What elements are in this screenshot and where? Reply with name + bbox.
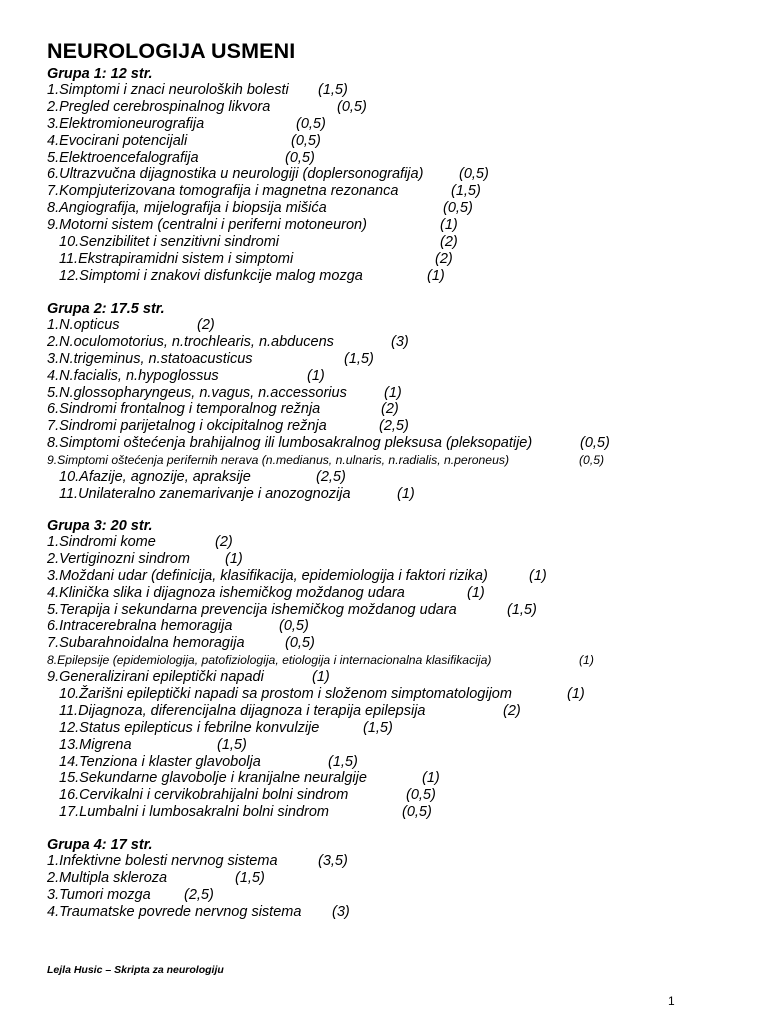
list-item (47, 870, 747, 887)
group-heading: Grupa 2: 17.5 str. (47, 301, 165, 317)
list-item (47, 351, 747, 368)
item-text: 10.Afazije, agnozije, apraksije (59, 469, 251, 486)
item-value: (1,5) (217, 736, 247, 753)
item-text: 14.Tenziona i klaster glavobolja (59, 753, 261, 770)
item-text: 8.Epilepsije (epidemiologija, patofiziologija, etiologija i internacionalna klasifikacija) (47, 653, 492, 668)
item-text: 8.Simptomi oštećenja brahijalnog ili lumbosakralnog pleksusa (pleksopatije) (47, 435, 533, 452)
group-3 (47, 518, 747, 821)
list-item (47, 635, 747, 652)
list-item (47, 652, 747, 669)
list-item (47, 568, 747, 585)
item-value: (0,5) (402, 804, 432, 821)
item-value: (0,5) (443, 200, 473, 217)
list-item (47, 82, 747, 99)
group-1 (47, 66, 747, 285)
page-footer: Lejla Husic – Skripta za neurologiju (47, 964, 224, 976)
list-item (47, 317, 747, 334)
item-text: 9.Motorni sistem (centralni i periferni motoneuron) (47, 217, 367, 234)
item-value: (0,5) (279, 618, 309, 635)
item-text: 1.N.opticus (47, 317, 120, 333)
page-title: NEUROLOGIJA USMENI (47, 39, 296, 63)
item-value: (3,5) (318, 853, 348, 869)
item-text: 2.Vertiginozni sindrom (47, 550, 190, 567)
item-value: (0,5) (285, 635, 315, 652)
item-text: 5.N.glossopharyngeus, n.vagus, n.accessorius (47, 384, 347, 401)
item-text: 9.Generalizirani epileptički napadi (47, 669, 264, 686)
item-text: 2.Pregled cerebrospinalnog likvora (47, 98, 271, 115)
item-value: (0,5) (296, 115, 326, 132)
item-text: 5.Terapija i sekundarna prevencija ishemičkog moždanog udara (47, 601, 457, 618)
item-value: (1,5) (344, 350, 374, 367)
item-value: (2,5) (184, 886, 214, 903)
list-item (47, 452, 747, 469)
item-value: (3) (391, 333, 409, 350)
list-item (47, 435, 747, 452)
item-value: (2,5) (316, 469, 346, 486)
list-item (47, 99, 747, 116)
item-value: (1) (427, 267, 445, 284)
item-value: (1) (397, 485, 415, 502)
list-item (47, 183, 747, 200)
item-text: 15.Sekundarne glavobolje i kranijalne neuralgije (59, 770, 367, 787)
item-text: 4.Evocirani potencijali (47, 132, 188, 149)
item-value: (2) (503, 702, 521, 719)
list-item (47, 334, 747, 351)
item-value: (1) (440, 217, 458, 234)
list-item (47, 217, 747, 234)
list-item (47, 737, 747, 754)
list-item (47, 150, 747, 167)
list-item (47, 770, 747, 787)
list-item (47, 234, 747, 251)
group-heading: Grupa 3: 20 str. (47, 518, 153, 534)
list-item (47, 401, 747, 418)
group-4 (47, 837, 747, 921)
group-heading: Grupa 4: 17 str. (47, 837, 153, 853)
item-text: 10.Senzibilitet i senzitivni sindromi (59, 234, 280, 251)
item-value: (1,5) (451, 183, 481, 200)
item-value: (1,5) (328, 753, 358, 770)
item-text: 4.Klinička slika i dijagnoza ishemičkog moždanog udara (47, 584, 405, 601)
item-value: (1,5) (507, 601, 537, 618)
item-text: 17.Lumbalni i lumbosakralni bolni sindrom (59, 804, 329, 821)
item-value: (0,5) (337, 98, 367, 115)
item-value: (2) (215, 534, 233, 550)
item-text: 5.Elektroencefalografija (47, 149, 199, 166)
item-value: (0,5) (579, 453, 605, 468)
list-item (47, 385, 747, 402)
list-item (47, 618, 747, 635)
item-value: (1,5) (235, 869, 265, 886)
list-item (47, 669, 747, 686)
item-value: (1) (422, 770, 440, 787)
item-text: 10.Žarišni epileptički napadi sa prostom i složenom simptomatologijom (59, 686, 512, 703)
item-text: 3.Tumori mozga (47, 886, 151, 903)
item-value: (1) (384, 384, 402, 401)
item-text: 1.Sindromi kome (47, 534, 156, 550)
item-text: 11.Dijagnoza, diferencijalna dijagnoza i terapija epilepsija (59, 702, 426, 719)
item-text: 7.Sindromi parijetalnog i okcipitalnog režnja (47, 418, 327, 435)
list-item (47, 602, 747, 619)
item-text: 1.Infektivne bolesti nervnog sistema (47, 853, 278, 869)
group-heading: Grupa 1: 12 str. (47, 66, 153, 82)
list-item (47, 534, 747, 551)
item-text: 8.Angiografija, mijelografija i biopsija mišića (47, 200, 327, 217)
list-item (47, 585, 747, 602)
list-item (47, 469, 747, 486)
item-value: (2) (381, 401, 399, 418)
item-value: (3) (332, 903, 350, 920)
item-text: 2.Multipla skleroza (47, 869, 168, 886)
list-item (47, 251, 747, 268)
item-text: 12.Simptomi i znakovi disfunkcije malog mozga (59, 267, 363, 284)
item-value: (1,5) (363, 719, 393, 736)
item-value: (1) (579, 653, 594, 668)
list-item (47, 787, 747, 804)
list-item (47, 166, 747, 183)
item-text: 4.Traumatske povrede nervnog sistema (47, 903, 302, 920)
item-text: 11.Ekstrapiramidni sistem i simptomi (59, 250, 294, 267)
item-text: 16.Cervikalni i cervikobrahijalni bolni sindrom (59, 787, 349, 804)
item-value: (2) (197, 317, 215, 333)
item-text: 6.Intracerebralna hemoragija (47, 618, 233, 635)
item-text: 1.Simptomi i znaci neuroloških bolesti (47, 82, 289, 98)
item-value: (0,5) (285, 149, 315, 166)
list-item (47, 116, 747, 133)
item-value: (1) (467, 584, 485, 601)
list-item (47, 804, 747, 821)
item-value: (0,5) (291, 132, 321, 149)
item-text: 3.Moždani udar (definicija, klasifikacija, epidemiologija i faktori rizika) (47, 567, 488, 584)
item-text: 7.Kompjuterizovana tomografija i magnetna rezonanca (47, 183, 399, 200)
item-value: (1,5) (318, 82, 348, 98)
list-item (47, 853, 747, 870)
list-item (47, 368, 747, 385)
item-text: 3.Elektromioneurografija (47, 115, 205, 132)
list-item (47, 200, 747, 217)
list-item (47, 720, 747, 737)
page-number: 1 (668, 994, 675, 1008)
item-value: (2) (440, 234, 458, 251)
list-item (47, 703, 747, 720)
item-value: (0,5) (459, 166, 489, 183)
item-value: (1) (529, 567, 547, 584)
item-value: (0,5) (406, 787, 436, 804)
item-value: (1) (225, 550, 243, 567)
list-item (47, 486, 747, 503)
item-text: 12.Status epilepticus i febrilne konvulzije (59, 719, 320, 736)
item-value: (2) (435, 250, 453, 267)
item-text: 9.Simptomi oštećenja perifernih nerava (n.medianus, n.ulnaris, n.radialis, n.peroneus) (47, 453, 510, 468)
item-text: 6.Ultrazvučna dijagnostika u neurologiji (doplersonografija) (47, 166, 424, 183)
list-item (47, 904, 747, 921)
group-2 (47, 301, 747, 503)
item-value: (1) (312, 669, 330, 686)
item-value: (1) (307, 367, 325, 384)
list-item (47, 268, 747, 285)
item-text: 2.N.oculomotorius, n.trochlearis, n.abducens (47, 333, 334, 350)
item-text: 6.Sindromi frontalnog i temporalnog režnja (47, 401, 321, 418)
item-text: 11.Unilateralno zanemarivanje i anozognozija (59, 485, 351, 502)
item-text: 7.Subarahnoidalna hemoragija (47, 635, 245, 652)
list-item (47, 686, 747, 703)
list-item (47, 551, 747, 568)
item-value: (2,5) (379, 418, 409, 435)
item-text: 4.N.facialis, n.hypoglossus (47, 367, 219, 384)
list-item (47, 754, 747, 771)
item-value: (0,5) (580, 435, 610, 452)
item-value: (1) (567, 686, 585, 703)
list-item (47, 133, 747, 150)
item-text: 3.N.trigeminus, n.statoacusticus (47, 350, 253, 367)
list-item (47, 418, 747, 435)
item-text: 13.Migrena (59, 736, 132, 753)
list-item (47, 887, 747, 904)
